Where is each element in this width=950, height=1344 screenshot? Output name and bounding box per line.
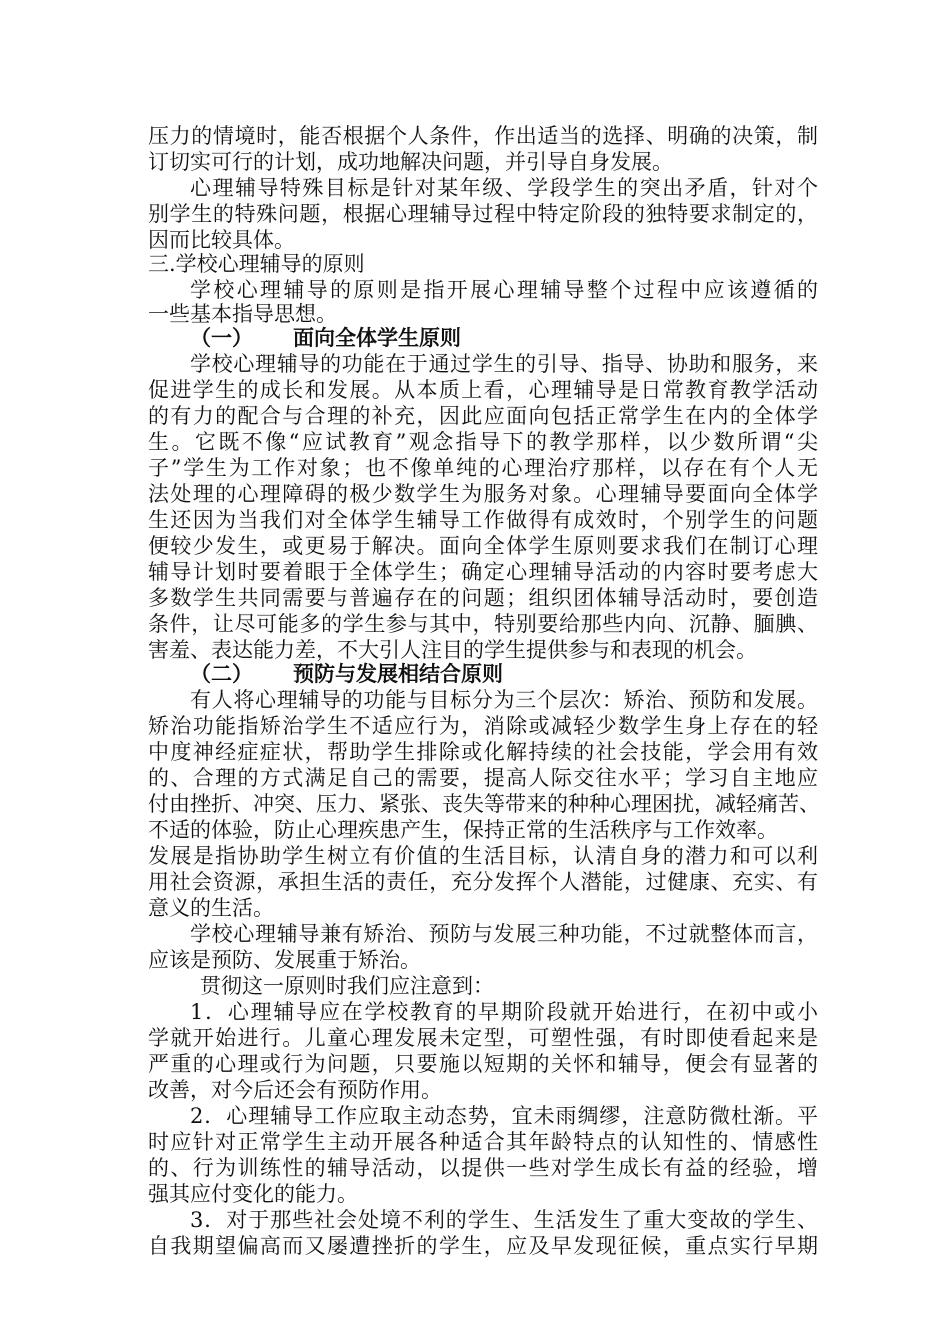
subsection-number: （二） — [190, 661, 253, 686]
subsection-title: 预防与发展相结合原则 — [293, 661, 503, 686]
list-item-line: 强其应付变化的能力。 — [148, 1182, 358, 1206]
paragraph-line: 子”学生为工作对象；也不像单纯的心理治疗那样，以存在有个人无 — [148, 456, 818, 480]
paragraph-line: 学校心理辅导兼有矫治、预防与发展三种功能，不过就整体而言， — [190, 922, 818, 946]
list-item-line: 时应针对正常学生主动开展各种适合其年龄特点的认知性的、情感性 — [148, 1130, 818, 1154]
section-heading: 三.学校心理辅导的原则 — [148, 252, 365, 276]
paragraph-line: 用社会资源，承担生活的责任，充分发挥个人潜能，过健康、充实、有 — [148, 870, 818, 894]
subsection-title: 面向全体学生原则 — [293, 325, 461, 350]
paragraph-line: 有人将心理辅导的功能与目标分为三个层次：矫治、预防和发展。 — [190, 688, 818, 712]
paragraph-line: 压力的情境时，能否根据个人条件，作出适当的选择、明确的决策，制 — [148, 124, 818, 148]
paragraph-line: 害羞、表达能力差，不大引人注目的学生提供参与和表现的机会。 — [148, 638, 757, 662]
paragraph-line: 辅导计划时要着眼于全体学生；确定心理辅导活动的内容时要考虑大 — [148, 560, 818, 584]
paragraph-line: 生。它既不像“应试教育”观念指导下的教学那样，以少数所谓“尖 — [148, 430, 818, 454]
paragraph-line: 发展是指协助学生树立有价值的生活目标，认清自身的潜力和可以利 — [148, 844, 818, 868]
paragraph-line: 法处理的心理障碍的极少数学生为服务对象。心理辅导要面向全体学 — [148, 482, 818, 506]
paragraph-line: 中度神经症症状，帮助学生排除或化解持续的社会技能，学会用有效 — [148, 740, 818, 764]
paragraph-line: 便较少发生，或更易于解决。面向全体学生原则要求我们在制订心理 — [148, 534, 818, 558]
list-item-line: 学就开始进行。儿童心理发展未定型，可塑性强，有时即使看起来是 — [148, 1026, 818, 1050]
list-item-line: 严重的心理或行为问题，只要施以短期的关怀和辅导，便会有显著的 — [148, 1052, 818, 1076]
list-item-line: 3．对于那些社会处境不利的学生、生活发生了重大变故的学生、 — [190, 1208, 818, 1232]
subsection-number: （一） — [190, 325, 253, 350]
paragraph-line: 应该是预防、发展重于矫治。 — [148, 948, 421, 972]
list-item-line: 的、行为训练性的辅导活动，以提供一些对学生成长有益的经验，增 — [148, 1156, 818, 1180]
paragraph-line: 付由挫折、冲突、压力、紧张、丧失等带来的种种心理困扰，减轻痛苦、 — [148, 792, 820, 816]
paragraph-line: 的有力的配合与合理的补充，因此应面向包括正常学生在内的全体学 — [148, 404, 818, 428]
paragraph-line: 促进学生的成长和发展。从本质上看，心理辅导是日常教育教学活动 — [148, 378, 818, 402]
paragraph-line: 因而比较具体。 — [148, 228, 295, 252]
paragraph-line: 不适的体验，防止心理疾患产生，保持正常的生活秩序与工作效率。 — [148, 818, 778, 842]
list-item-line: 2．心理辅导工作应取主动态势，宜未雨绸缪，注意防微杜渐。平 — [190, 1104, 818, 1128]
paragraph-line: 学校心理辅导的功能在于通过学生的引导、指导、协助和服务，来 — [190, 352, 818, 376]
paragraph-line: 订切实可行的计划，成功地解决问题，并引导自身发展。 — [148, 150, 673, 174]
paragraph-line: 一些基本指导思想。 — [148, 302, 337, 326]
paragraph-line: 意义的生活。 — [148, 896, 274, 920]
list-item-line: 1．心理辅导应在学校教育的早期阶段就开始进行，在初中或小 — [190, 1000, 818, 1024]
list-item-line: 改善，对今后还会有预防作用。 — [148, 1078, 442, 1102]
paragraph-line: 矫治功能指矫治学生不适应行为，消除或减轻少数学生身上存在的轻 — [148, 714, 818, 738]
paragraph-line: 心理辅导特殊目标是针对某年级、学段学生的突出矛盾，针对个 — [190, 176, 818, 200]
paragraph-line: 的、合理的方式满足自己的需要，提高人际交往水平；学习自主地应 — [148, 766, 818, 790]
paragraph-line: 条件，让尽可能多的学生参与其中，特别要给那些内向、沉静、腼腆、 — [148, 612, 818, 636]
paragraph-line: 别学生的特殊问题，根据心理辅导过程中特定阶段的独特要求制定的， — [148, 202, 818, 226]
paragraph-line: 生还因为当我们对全体学生辅导工作做得有成效时，个别学生的问题 — [148, 508, 818, 532]
list-item-line: 自我期望偏高而又屡遭挫折的学生，应及早发现征候，重点实行早期 — [148, 1234, 818, 1258]
paragraph-line: 学校心理辅导的原则是指开展心理辅导整个过程中应该遵循的 — [190, 278, 818, 302]
paragraph-line: 多数学生共同需要与普遍存在的问题；组织团体辅导活动时，要创造 — [148, 586, 818, 610]
paragraph-line: 贯彻这一原则时我们应注意到： — [200, 974, 494, 998]
